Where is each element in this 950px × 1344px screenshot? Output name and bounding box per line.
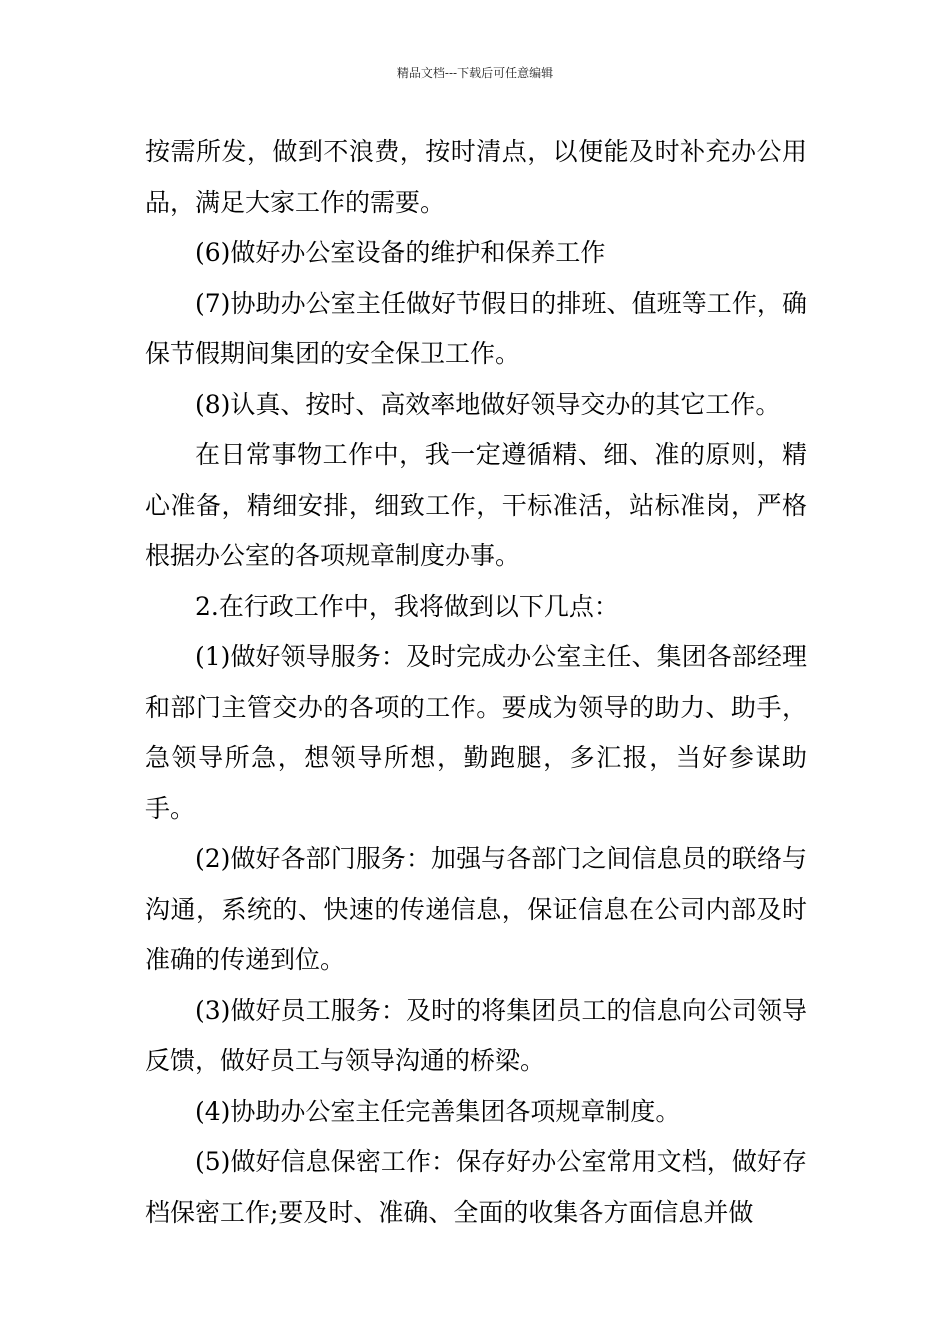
paragraph-1: 按需所发，做到不浪费，按时清点，以便能及时补充办公用品，满足大家工作的需要。 xyxy=(145,137,807,217)
paragraph-4: (8)认真、按时、高效率地做好领导交办的其它工作。 xyxy=(195,389,781,419)
paragraph-8: (2)做好各部门服务：加强与各部门之间信息员的联络与沟通，系统的、快速的传递信息，保证信息在公司内部及时准确的传递到位。 xyxy=(145,844,807,974)
paragraph-9: (3)做好员工服务：及时的将集团员工的信息向公司领导反馈，做好员工与领导沟通的桥梁。 xyxy=(145,995,807,1075)
paragraph-5: 在日常事物工作中，我一定遵循精、细、准的原则，精心准备，精细安排，细致工作，干标准活，站标准岗，严格根据办公室的各项规章制度办事。 xyxy=(145,440,807,570)
paragraph-11: (5)做好信息保密工作：保存好办公室常用文档，做好存档保密工作;要及时、准确、全面的收集各方面信息并做 xyxy=(145,1147,807,1227)
paragraph-10: (4)协助办公室主任完善集团各项规章制度。 xyxy=(195,1096,681,1126)
paragraph-7: (1)做好领导服务：及时完成办公室主任、集团各部经理和部门主管交办的各项的工作。要成为领导的助力、助手，急领导所急，想领导所想，勤跑腿，多汇报，当好参谋助手。 xyxy=(145,642,807,823)
paragraph-2: (6)做好办公室设备的维护和保养工作 xyxy=(195,238,606,267)
paragraph-6: 2.在行政工作中，我将做到以下几点： xyxy=(195,591,619,621)
document-body xyxy=(145,127,807,1238)
paragraph-3: (7)协助办公室主任做好节假日的排班、值班等工作，确保节假期间集团的安全保卫工作。 xyxy=(145,288,807,368)
page-header: 精品文档---下载后可任意编辑 xyxy=(396,66,554,80)
